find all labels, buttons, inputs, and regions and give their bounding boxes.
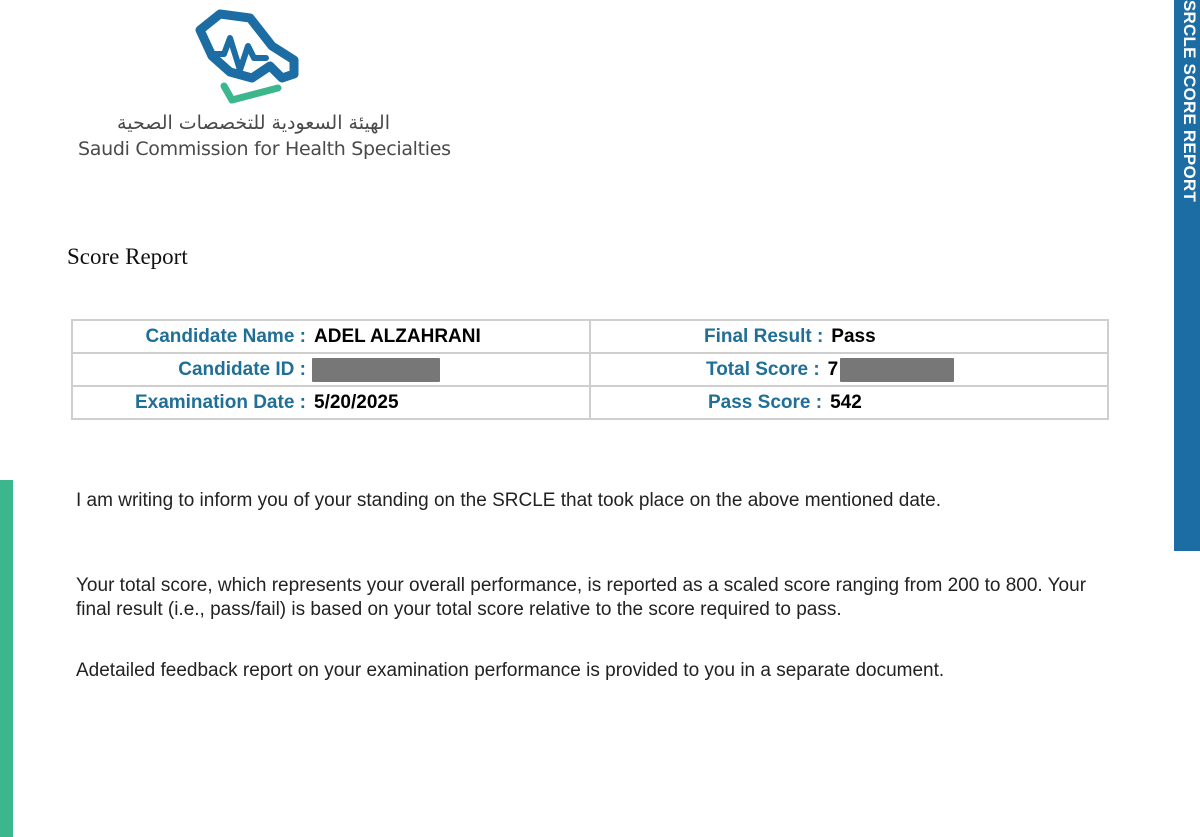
pass-score-label: Pass Score : <box>708 391 823 413</box>
score-explanation-paragraph: Your total score, which represents your overall performance, is reported as a scaled score ranging from 200 to 800. Your final result (i.e., pass/fail) is based on your total score relative to the score required to pass. <box>76 575 1087 620</box>
feedback-paragraph: Adetailed feedback report on your examination performance is provided to you in a separate document. <box>76 660 945 681</box>
candidate-info-table <box>71 319 1109 420</box>
final-result-value: Pass <box>831 325 876 347</box>
organization-name-english: Saudi Commission for Health Specialties <box>78 138 451 160</box>
pass-score-value: 542 <box>830 391 862 413</box>
heart-map-logo-icon <box>190 8 305 108</box>
redaction-block <box>312 358 440 382</box>
candidate-name-label: Candidate Name : <box>145 325 306 347</box>
page-title: Score Report <box>67 244 188 269</box>
organization-name-arabic: الهيئة السعودية للتخصصات الصحية <box>117 112 390 134</box>
candidate-id-label: Candidate ID : <box>178 358 306 380</box>
candidate-id-cell <box>72 353 590 386</box>
total-score-cell <box>590 353 1108 386</box>
table-row <box>72 353 1108 386</box>
pass-score-cell <box>590 386 1108 419</box>
redaction-block <box>840 358 954 382</box>
final-result-label: Final Result : <box>704 325 824 347</box>
total-score-value: 7 <box>827 358 839 380</box>
intro-paragraph: I am writing to inform you of your standing on the SRCLE that took place on the above mentioned date. <box>76 490 942 511</box>
final-result-cell <box>590 320 1108 353</box>
accent-bar <box>0 480 13 837</box>
side-tab-label: SRCLE SCORE REPORT <box>1180 0 1199 202</box>
organization-logo <box>60 8 451 168</box>
exam-date-cell <box>72 386 590 419</box>
total-score-label: Total Score : <box>706 358 820 380</box>
table-row <box>72 320 1108 353</box>
exam-date-value: 5/20/2025 <box>314 391 399 413</box>
table-row <box>72 386 1108 419</box>
candidate-name-cell <box>72 320 590 353</box>
candidate-name-value: ADEL ALZAHRANI <box>314 325 481 347</box>
exam-date-label: Examination Date : <box>134 391 306 413</box>
